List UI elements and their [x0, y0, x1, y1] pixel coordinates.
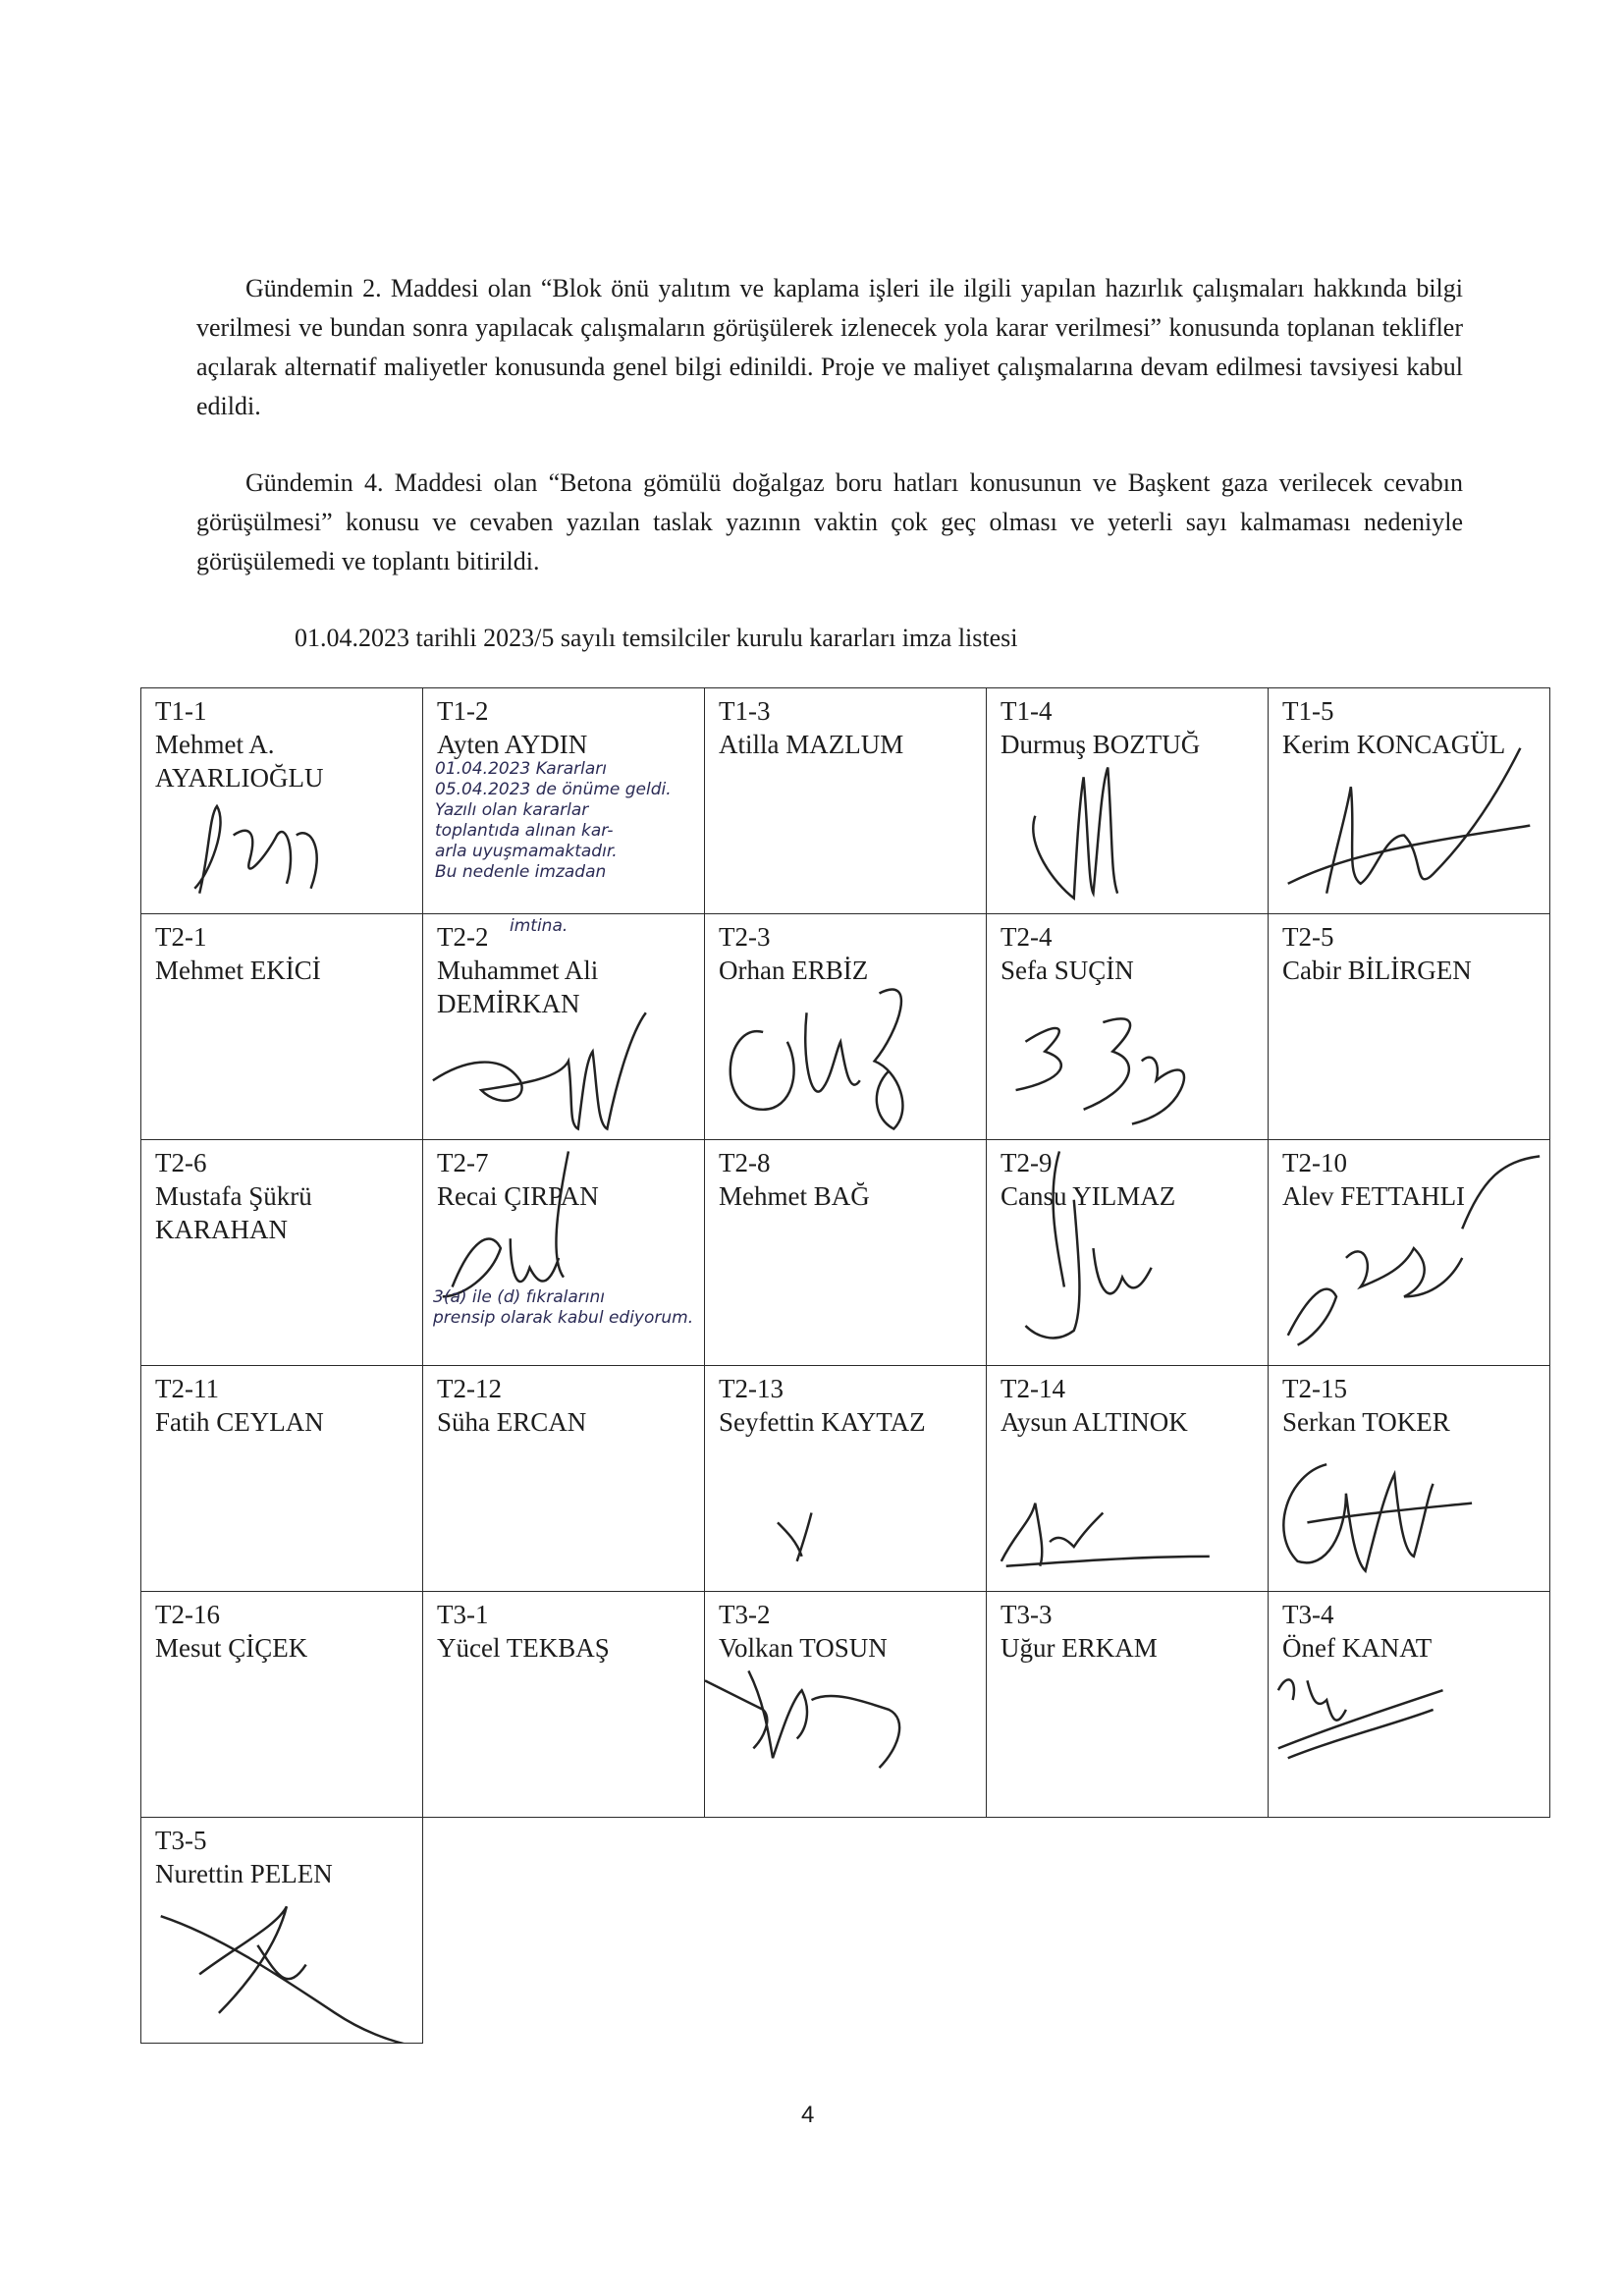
signature-table [140, 687, 1550, 2044]
signature-cell-t2-2 [423, 914, 705, 1140]
member-code: T2-8 [719, 1148, 771, 1177]
signature-cell-t2-10 [1269, 1140, 1550, 1366]
member-name: Yücel TEKBAŞ [437, 1633, 610, 1663]
member-code: T2-2 [437, 922, 489, 952]
member-code: T2-10 [1282, 1148, 1347, 1177]
member-name: Aysun ALTINOK [1001, 1407, 1188, 1437]
table-row [141, 1366, 1550, 1592]
member-name: Ayten AYDIN [437, 730, 588, 759]
member-code: T2-4 [1001, 922, 1053, 952]
member-code: T1-1 [155, 696, 207, 726]
member-code: T2-6 [155, 1148, 207, 1177]
member-code: T3-2 [719, 1600, 771, 1629]
member-name: Süha ERCAN [437, 1407, 587, 1437]
member-name: Nurettin PELEN [155, 1859, 333, 1888]
member-name: Recai ÇIRPAN [437, 1181, 599, 1211]
signature-cell-t2-6 [141, 1140, 423, 1366]
signature-cell-t3-1 [423, 1592, 705, 1818]
member-code: T2-5 [1282, 922, 1334, 952]
member-name: Kerim KONCAGÜL [1282, 730, 1506, 759]
signature-cell-t1-1 [141, 688, 423, 914]
member-code: T2-3 [719, 922, 771, 952]
table-row [141, 1592, 1550, 1818]
member-name: Mehmet EKİCİ [155, 956, 321, 985]
member-name: Cansu YILMAZ [1001, 1181, 1176, 1211]
member-name: Seyfettin KAYTAZ [719, 1407, 926, 1437]
member-code: T2-11 [155, 1374, 219, 1403]
handwritten-note: 3(a) ile (d) fıkralarını prensip olarak kabul ediyorum. [433, 1287, 694, 1328]
signature-cell-t1-2 [423, 688, 705, 914]
signature-cell-t3-2 [705, 1592, 987, 1818]
member-name: Uğur ERKAM [1001, 1633, 1158, 1663]
paragraph-agenda-4: Gündemin 4. Maddesi olan “Betona gömülü doğalgaz boru hatları konusunun ve Başkent gaza verilecek cevabın görüşülmesi” konusu ve cevaben yazılan taslak yazının vaktin çok geç olması ve yeterli sayı kalmaması nedeniyle görüşülemedi ve toplantı bitirildi. [196, 468, 1463, 575]
table-row [141, 914, 1550, 1140]
signature-cell-t3-3 [987, 1592, 1269, 1818]
signature-cell-t2-4 [987, 914, 1269, 1140]
member-code: T2-12 [437, 1374, 502, 1403]
member-code: T2-1 [155, 922, 207, 952]
signature-cell-t2-9 [987, 1140, 1269, 1366]
handwritten-note: 01.04.2023 Kararları 05.04.2023 de önüme geldi. Yazılı olan kararlar toplantıda alınan kar- arla uyuşmamaktadır. Bu nedenle imzadan [435, 759, 672, 882]
signature-cell-t2-16 [141, 1592, 423, 1818]
member-code: T1-3 [719, 696, 771, 726]
signature-cell-t2-1 [141, 914, 423, 1140]
member-code: T2-13 [719, 1374, 784, 1403]
table-row [141, 1818, 1550, 2044]
member-name: Fatih CEYLAN [155, 1407, 324, 1437]
signature-cell-t3-4 [1269, 1592, 1550, 1818]
member-code: T2-16 [155, 1600, 220, 1629]
table-row [141, 688, 1550, 914]
signature-cell-t1-5 [1269, 688, 1550, 914]
member-name: Mehmet A. AYARLIOĞLU [155, 730, 324, 793]
signature-cell-t1-3 [705, 688, 987, 914]
member-code: T3-5 [155, 1826, 207, 1855]
handwritten-note: imtina. [510, 916, 568, 936]
member-name: Serkan TOKER [1282, 1407, 1450, 1437]
member-name: Cabir BİLİRGEN [1282, 956, 1472, 985]
member-name: Önef KANAT [1282, 1633, 1433, 1663]
table-row [141, 1140, 1550, 1366]
paragraph-agenda-2: Gündemin 2. Maddesi olan “Blok önü yalıtım ve kaplama işleri ile ilgili yapılan hazırlık çalışmaları hakkında bilgi verilmesi ve bundan sonra yapılacak çalışmaların görüşülerek izlenecek yola karar verilmesi” konusunda toplanan teklifler açılarak alternatif maliyetler konusunda genel bilgi edinildi. Proje ve maliyet çalışmalarına devam edilmesi tavsiyesi kabul edildi. [196, 274, 1463, 420]
signature-cell-t2-13 [705, 1366, 987, 1592]
member-name: Volkan TOSUN [719, 1633, 888, 1663]
signature-cell-t3-5 [141, 1818, 423, 2044]
signature-cell-t2-5 [1269, 914, 1550, 1140]
signature-cell-t2-7 [423, 1140, 705, 1366]
member-name: Sefa SUÇİN [1001, 956, 1134, 985]
member-code: T2-7 [437, 1148, 489, 1177]
member-name: Mustafa Şükrü KARAHAN [155, 1181, 312, 1244]
member-name: Mehmet BAĞ [719, 1181, 870, 1211]
member-name: Durmuş BOZTUĞ [1001, 730, 1201, 759]
member-name: Atilla MAZLUM [719, 730, 904, 759]
empty-cell [987, 1818, 1269, 2044]
signature-cell-t2-15 [1269, 1366, 1550, 1592]
empty-cell [1269, 1818, 1550, 2044]
member-code: T3-3 [1001, 1600, 1053, 1629]
member-code: T1-4 [1001, 696, 1053, 726]
member-code: T1-5 [1282, 696, 1334, 726]
member-code: T1-2 [437, 696, 489, 726]
member-code: T2-9 [1001, 1148, 1053, 1177]
member-code: T3-1 [437, 1600, 489, 1629]
member-name: Orhan ERBİZ [719, 956, 869, 985]
member-name: Alev FETTAHLI [1282, 1181, 1466, 1211]
empty-cell [423, 1818, 705, 2044]
signature-cell-t2-12 [423, 1366, 705, 1592]
member-name: Muhammet Ali DEMİRKAN [437, 956, 599, 1018]
signature-list-caption: 01.04.2023 tarihli 2023/5 sayılı temsilciler kurulu kararları imza listesi [295, 624, 1018, 652]
member-code: T3-4 [1282, 1600, 1334, 1629]
signature-cell-t2-14 [987, 1366, 1269, 1592]
page-number: 4 [801, 2102, 815, 2128]
member-code: T2-14 [1001, 1374, 1065, 1403]
empty-cell [705, 1818, 987, 2044]
signature-cell-t1-4 [987, 688, 1269, 914]
signature-cell-t2-8 [705, 1140, 987, 1366]
member-name: Mesut ÇİÇEK [155, 1633, 308, 1663]
signature-cell-t2-3 [705, 914, 987, 1140]
member-code: T2-15 [1282, 1374, 1347, 1403]
signature-cell-t2-11 [141, 1366, 423, 1592]
